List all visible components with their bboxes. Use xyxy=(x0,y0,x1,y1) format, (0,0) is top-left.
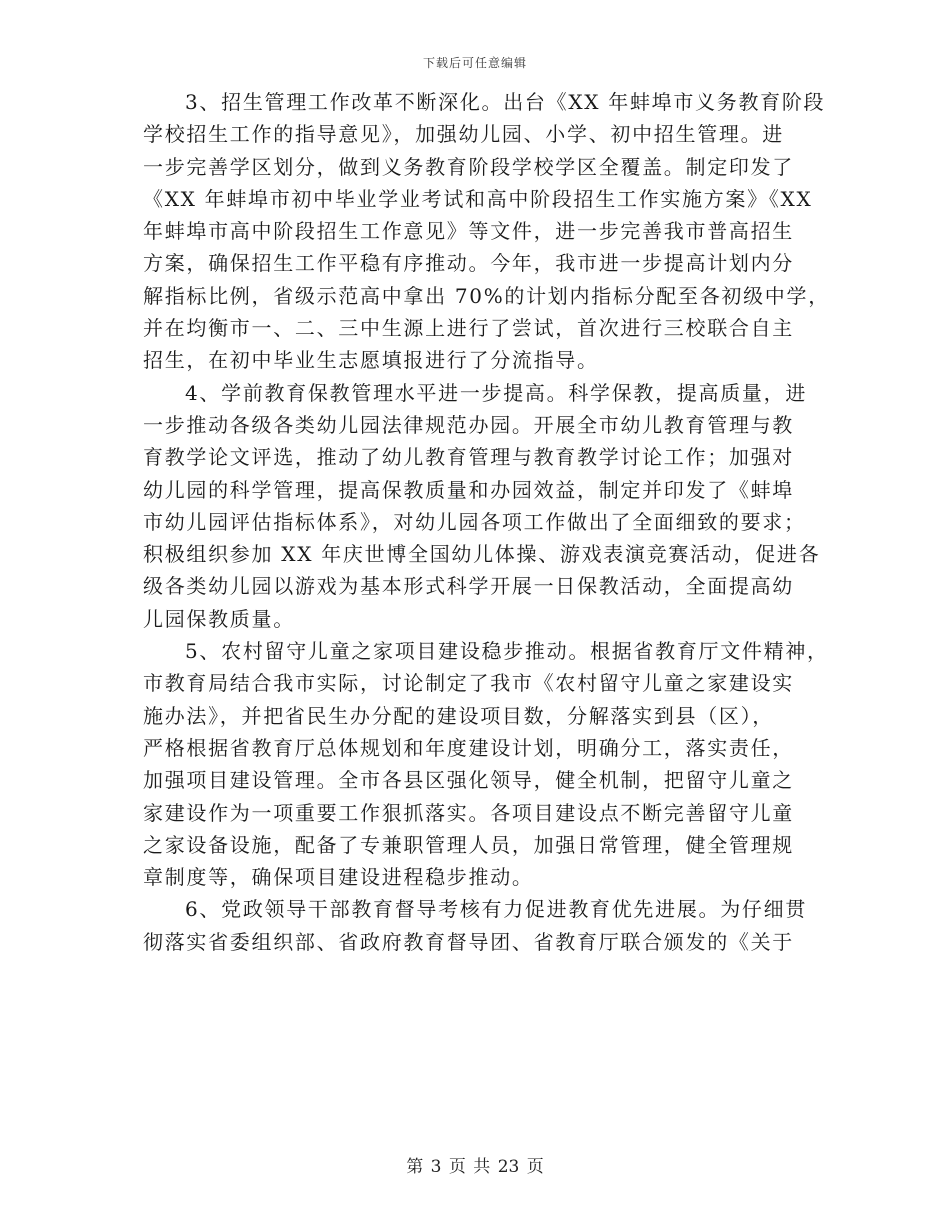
text-line: 解指标比例，省级示范高中拿出 70%的计划内指标分配至各初级中学， xyxy=(143,283,830,308)
text-line: 5、农村留守儿童之家项目建设稳步推动。根据省教育厅文件精神， xyxy=(185,639,829,664)
text-line: 4、学前教育保教管理水平进一步提高。科学保教，提高质量，进 xyxy=(185,380,808,405)
text-line: 严格根据省教育厅总体规划和年度建设计划，明确分工，落实责任， xyxy=(143,735,794,760)
text-line: 学校招生工作的指导意见》，加强幼儿园、小学、初中招生管理。进 xyxy=(143,122,784,147)
paragraph-4-preschool xyxy=(143,377,823,635)
text-line: 3、招生管理工作改革不断深化。出台《XX 年蚌埠市义务教育阶段 xyxy=(185,90,826,114)
text-line: 并在均衡市一、二、三中生源上进行了尝试，首次进行三校联合自主 xyxy=(143,316,794,341)
paragraph-3-enrollment xyxy=(143,86,830,377)
text-line: 年蚌埠市高中阶段招生工作意见》等文件，进一步完善我市普高招生 xyxy=(143,219,794,244)
text-line: 招生，在初中毕业生志愿填报进行了分流指导。 xyxy=(143,348,599,373)
text-line: 级各类幼儿园以游戏为基本形式科学开展一日保教活动，全面提高幼 xyxy=(143,574,794,599)
paragraph-6-supervision xyxy=(143,893,823,958)
text-line: 儿园保教质量。 xyxy=(143,606,295,631)
text-line: 幼儿园的科学管理，提高保教质量和办园效益，制定并印发了《蚌埠 xyxy=(143,477,794,502)
text-line: 加强项目建设管理。全市各县区强化领导，健全机制，把留守儿童之 xyxy=(143,768,794,793)
text-line: 积极组织参加 XX 年庆世博全国幼儿体操、游戏表演竞赛活动，促进各 xyxy=(143,542,821,567)
text-line: 家建设作为一项重要工作狠抓落实。各项目建设点不断完善留守儿童 xyxy=(143,800,794,825)
text-line: 方案，确保招生工作平稳有序推动。今年，我市进一步提高计划内分 xyxy=(143,251,794,276)
page-number-footer: 第 3 页 共 23 页 xyxy=(406,1157,544,1177)
document-body xyxy=(143,86,830,958)
text-line: 施办法》，并把省民生办分配的建设项目数，分解落实到县（区）， xyxy=(143,703,774,728)
text-line: 之家设备设施，配备了专兼职管理人员，加强日常管理，健全管理规 xyxy=(143,832,794,857)
page-header-note: 下载后可任意编辑 xyxy=(422,56,527,70)
text-line: 《XX 年蚌埠市初中毕业学业考试和高中阶段招生工作实施方案》《XX xyxy=(143,186,813,211)
text-line: 市幼儿园评估指标体系》，对幼儿园各项工作做出了全面细致的要求； xyxy=(143,509,806,534)
text-line: 一步完善学区划分，做到义务教育阶段学校学区全覆盖。制定印发了 xyxy=(143,154,794,179)
text-line: 6、党政领导干部教育督导考核有力促进教育优先进展。为仔细贯 xyxy=(185,897,808,922)
text-line: 彻落实省委组织部、省政府教育督导团、省教育厅联合颁发的《关于 xyxy=(143,929,794,954)
text-line: 市教育局结合我市实际，讨论制定了我市《农村留守儿童之家建设实 xyxy=(143,671,794,696)
text-line: 育教学论文评选，推动了幼儿教育管理与教育教学讨论工作；加强对 xyxy=(143,445,794,470)
text-line: 一步推动各级各类幼儿园法律规范办园。开展全市幼儿教育管理与教 xyxy=(143,412,794,437)
paragraph-5-left-behind-children xyxy=(143,635,829,893)
text-line: 章制度等，确保项目建设进程稳步推动。 xyxy=(143,865,534,890)
